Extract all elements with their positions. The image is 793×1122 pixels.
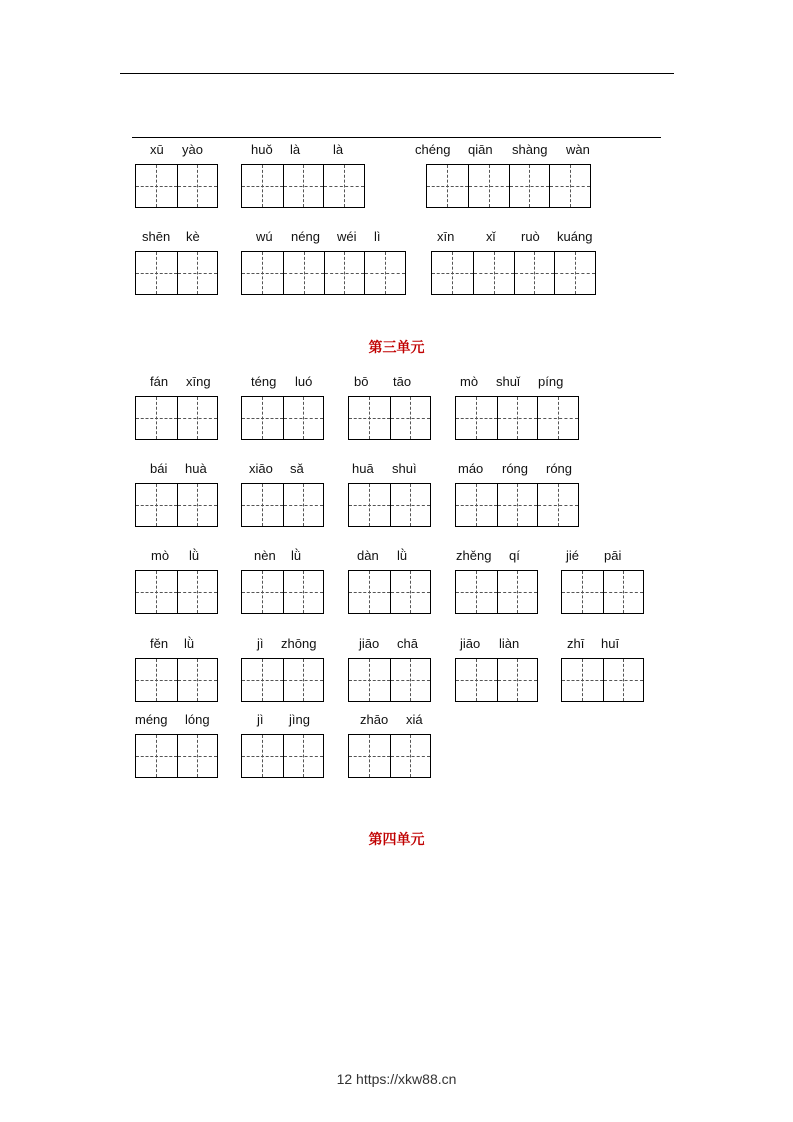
writing-grid[interactable] (348, 570, 431, 614)
tianzige-cell[interactable] (136, 659, 177, 701)
writing-grid[interactable] (241, 734, 324, 778)
writing-grid[interactable] (561, 570, 644, 614)
tianzige-cell[interactable] (497, 484, 538, 526)
writing-grid[interactable] (348, 658, 431, 702)
writing-grid[interactable] (455, 658, 538, 702)
pinyin-label: bō (354, 374, 369, 389)
pinyin-label: xiá (406, 712, 423, 727)
pinyin-label: shuì (392, 461, 417, 476)
unit-3-title: 第三单元 (368, 340, 425, 356)
pinyin-label: lǜ (184, 636, 195, 651)
pinyin-label: sǎ (290, 461, 304, 476)
pinyin-label: píng (538, 374, 564, 389)
pinyin-label: róng (502, 461, 529, 476)
tianzige-cell[interactable] (497, 659, 538, 701)
pinyin-label: shuǐ (496, 374, 520, 389)
tianzige-cell[interactable] (349, 659, 390, 701)
writing-grid[interactable] (135, 734, 218, 778)
writing-grid[interactable] (135, 483, 218, 527)
writing-grid[interactable] (241, 251, 406, 295)
pinyin-label: kuáng (557, 229, 593, 244)
writing-grid[interactable] (561, 658, 644, 702)
tianzige-cell[interactable] (509, 165, 550, 207)
pinyin-label: tāo (393, 374, 412, 389)
tianzige-cell[interactable] (537, 484, 578, 526)
pinyin-label: xīn (437, 229, 455, 244)
tianzige-cell[interactable] (177, 484, 218, 526)
pinyin-label: chā (397, 636, 418, 651)
pinyin-label: téng (251, 374, 277, 389)
pinyin-label: luó (295, 374, 313, 389)
pinyin-label: zhěng (456, 548, 492, 563)
pinyin-label: jìng (289, 712, 310, 727)
pinyin-label: mò (151, 548, 170, 563)
writing-grid[interactable] (241, 570, 324, 614)
tianzige-cell[interactable] (349, 484, 390, 526)
tianzige-cell[interactable] (283, 735, 324, 777)
pinyin-label: xǐ (486, 229, 496, 244)
pinyin-label: xīng (186, 374, 211, 389)
tianzige-cell[interactable] (283, 571, 324, 613)
pinyin-label: zhāo (360, 712, 389, 727)
tianzige-cell[interactable] (514, 252, 555, 294)
writing-grid[interactable] (135, 396, 218, 440)
tianzige-cell[interactable] (242, 735, 283, 777)
tianzige-cell[interactable] (427, 165, 468, 207)
tianzige-cell[interactable] (136, 397, 177, 439)
pinyin-label: chéng (415, 142, 451, 157)
tianzige-cell[interactable] (177, 735, 218, 777)
tianzige-cell[interactable] (242, 484, 283, 526)
tianzige-cell[interactable] (390, 484, 431, 526)
page-footer: 12 https://xkw88.cn (336, 1071, 457, 1087)
tianzige-cell[interactable] (177, 397, 218, 439)
pinyin-label: wàn (566, 142, 590, 157)
unit-4-title: 第四单元 (368, 832, 425, 848)
pinyin-label: wéi (337, 229, 357, 244)
tianzige-cell[interactable] (390, 397, 431, 439)
tianzige-cell[interactable] (242, 397, 283, 439)
pinyin-label: méng (135, 712, 168, 727)
tianzige-cell[interactable] (390, 659, 431, 701)
tianzige-cell[interactable] (323, 165, 364, 207)
pinyin-label: lǜ (189, 548, 200, 563)
pinyin-label: mò (460, 374, 479, 389)
pinyin-label: máo (458, 461, 484, 476)
tianzige-cell[interactable] (349, 397, 390, 439)
pinyin-label: bái (150, 461, 168, 476)
tianzige-cell[interactable] (136, 735, 177, 777)
writing-grid[interactable] (241, 396, 324, 440)
pinyin-label: qí (509, 548, 520, 563)
tianzige-cell[interactable] (349, 735, 390, 777)
tianzige-cell[interactable] (456, 571, 497, 613)
tianzige-cell[interactable] (283, 659, 324, 701)
tianzige-cell[interactable] (456, 397, 497, 439)
pinyin-label: shàng (512, 142, 548, 157)
pinyin-label: jiāo (359, 636, 380, 651)
tianzige-cell[interactable] (283, 484, 324, 526)
pinyin-label: lóng (185, 712, 210, 727)
writing-grid[interactable] (348, 396, 431, 440)
tianzige-cell[interactable] (562, 571, 603, 613)
tianzige-cell[interactable] (324, 252, 365, 294)
tianzige-cell[interactable] (473, 252, 514, 294)
writing-grid[interactable] (348, 483, 431, 527)
tianzige-cell[interactable] (177, 659, 218, 701)
tianzige-cell[interactable] (549, 165, 590, 207)
pinyin-label: huǒ (251, 142, 273, 157)
pinyin-label: pāi (604, 548, 622, 563)
tianzige-cell[interactable] (603, 659, 644, 701)
pinyin-label: kè (186, 229, 200, 244)
pinyin-label: liàn (499, 636, 520, 651)
tianzige-cell[interactable] (468, 165, 509, 207)
tianzige-cell[interactable] (177, 252, 218, 294)
pinyin-label: fěn (150, 636, 169, 651)
tianzige-cell[interactable] (177, 571, 218, 613)
tianzige-cell[interactable] (456, 659, 497, 701)
writing-grid[interactable] (241, 164, 365, 208)
tianzige-cell[interactable] (283, 397, 324, 439)
section-rule (132, 137, 661, 138)
tianzige-cell[interactable] (456, 484, 497, 526)
pinyin-label: fán (150, 374, 169, 389)
tianzige-cell[interactable] (136, 571, 177, 613)
tianzige-cell[interactable] (283, 252, 324, 294)
pinyin-label: huā (352, 461, 374, 476)
tianzige-cell[interactable] (177, 165, 218, 207)
writing-grid[interactable] (455, 570, 538, 614)
tianzige-cell[interactable] (283, 165, 324, 207)
pinyin-label: là (290, 142, 301, 157)
writing-grid[interactable] (135, 658, 218, 702)
pinyin-label: zhōng (281, 636, 317, 651)
pinyin-label: lì (374, 229, 381, 244)
writing-grid[interactable] (455, 483, 579, 527)
writing-grid[interactable] (241, 483, 324, 527)
writing-grid[interactable] (241, 658, 324, 702)
pinyin-label: lǜ (291, 548, 302, 563)
writing-grid[interactable] (135, 251, 218, 295)
pinyin-label: lǜ (397, 548, 408, 563)
pinyin-label: nèn (254, 548, 276, 563)
writing-grid[interactable] (431, 251, 596, 295)
pinyin-label: jié (566, 548, 580, 563)
pinyin-label: xū (150, 142, 164, 157)
tianzige-cell[interactable] (603, 571, 644, 613)
top-rule (120, 73, 674, 74)
tianzige-cell[interactable] (136, 252, 177, 294)
writing-grid[interactable] (135, 570, 218, 614)
tianzige-cell[interactable] (497, 571, 538, 613)
tianzige-cell[interactable] (242, 252, 283, 294)
tianzige-cell[interactable] (537, 397, 578, 439)
writing-grid[interactable] (426, 164, 591, 208)
tianzige-cell[interactable] (136, 484, 177, 526)
tianzige-cell[interactable] (554, 252, 595, 294)
writing-grid[interactable] (135, 164, 218, 208)
tianzige-cell[interactable] (497, 397, 538, 439)
pinyin-label: huà (185, 461, 207, 476)
pinyin-label: qiān (468, 142, 493, 157)
pinyin-label: jì (257, 712, 264, 727)
pinyin-label: dàn (357, 548, 379, 563)
pinyin-label: jiāo (460, 636, 481, 651)
tianzige-cell[interactable] (242, 165, 283, 207)
tianzige-cell[interactable] (432, 252, 473, 294)
tianzige-cell[interactable] (364, 252, 405, 294)
pinyin-label: huī (601, 636, 620, 651)
writing-grid[interactable] (348, 734, 431, 778)
pinyin-label: shēn (142, 229, 171, 244)
pinyin-label: wú (256, 229, 273, 244)
pinyin-label: xiāo (249, 461, 273, 476)
pinyin-label: zhī (567, 636, 585, 651)
tianzige-cell[interactable] (242, 659, 283, 701)
pinyin-label: là (333, 142, 344, 157)
pinyin-label: yào (182, 142, 203, 157)
pinyin-label: néng (291, 229, 320, 244)
pinyin-label: jì (257, 636, 264, 651)
tianzige-cell[interactable] (562, 659, 603, 701)
tianzige-cell[interactable] (242, 571, 283, 613)
tianzige-cell[interactable] (349, 571, 390, 613)
writing-grid[interactable] (455, 396, 579, 440)
tianzige-cell[interactable] (390, 735, 431, 777)
pinyin-label: ruò (521, 229, 540, 244)
tianzige-cell[interactable] (136, 165, 177, 207)
tianzige-cell[interactable] (390, 571, 431, 613)
pinyin-label: róng (546, 461, 573, 476)
